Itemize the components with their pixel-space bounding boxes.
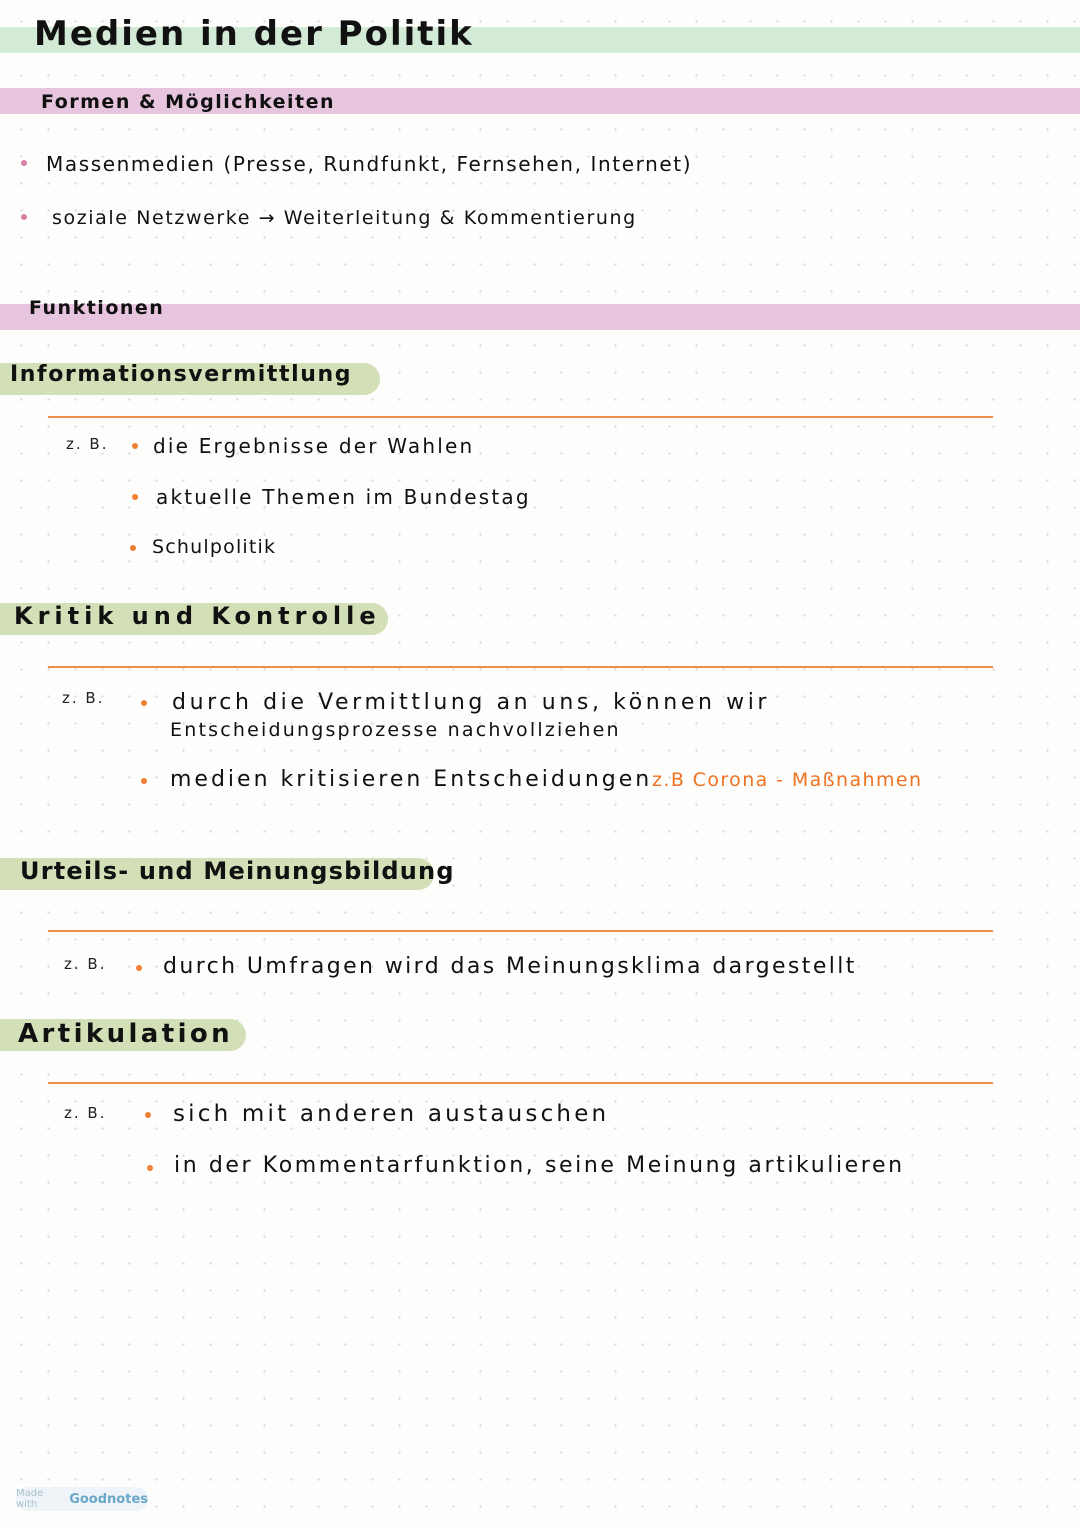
bullet-icon (145, 1112, 151, 1118)
made-with-label: Made with (16, 1488, 44, 1510)
example-note: z.B Corona - Maßnahmen (652, 769, 923, 791)
subheading-kritik-und-kontrolle: Kritik und Kontrolle (14, 602, 381, 630)
list-item: durch Umfragen wird das Meinungsklima dargestellt (163, 954, 857, 979)
list-item: medien kritisieren Entscheidungen (170, 767, 653, 792)
list-item: durch die Vermittlung an uns, können wir (172, 690, 771, 715)
page-title: Medien in der Politik (34, 14, 474, 54)
bullet-icon (136, 965, 142, 971)
list-item: sich mit anderen austauschen (173, 1101, 610, 1127)
list-item: soziale Netzwerke → Weiterleitung & Kommentierung (52, 207, 637, 229)
bullet-icon (147, 1165, 153, 1171)
divider-line (48, 1082, 993, 1084)
divider-line (48, 666, 993, 668)
bullet-icon (21, 160, 27, 166)
list-item-continuation: Entscheidungsprozesse nachvollziehen (170, 719, 621, 741)
section-heading-funktionen: Funktionen (29, 297, 165, 319)
list-item: Massenmedien (Presse, Rundfunkt, Fernsehen, Internet) (46, 152, 693, 176)
bullet-icon (132, 443, 138, 449)
example-label: z. B. (64, 1104, 107, 1122)
list-item: Schulpolitik (152, 536, 277, 558)
subheading-artikulation: Artikulation (18, 1019, 234, 1049)
bullet-icon (141, 700, 147, 706)
example-label: z. B. (62, 689, 105, 707)
bullet-icon (141, 778, 147, 784)
subheading-urteils-und-meinungsbildung: Urteils- und Meinungsbildung (20, 857, 455, 885)
divider-line (48, 930, 993, 932)
goodnotes-logo: Goodnotes (69, 1491, 148, 1507)
example-label: z. B. (64, 955, 107, 973)
list-item: die Ergebnisse der Wahlen (153, 434, 475, 458)
list-item: in der Kommentarfunktion, seine Meinung artikulieren (174, 1153, 905, 1178)
bullet-icon (21, 214, 27, 220)
bullet-icon (132, 494, 138, 500)
subheading-informationsvermittlung: Informationsvermittlung (10, 362, 353, 387)
list-item: aktuelle Themen im Bundestag (156, 485, 531, 509)
goodnotes-badge (16, 1487, 148, 1511)
section-heading-formen: Formen & Möglichkeiten (41, 91, 336, 113)
example-label: z. B. (66, 435, 109, 453)
divider-line (48, 416, 993, 418)
bullet-icon (130, 545, 136, 551)
